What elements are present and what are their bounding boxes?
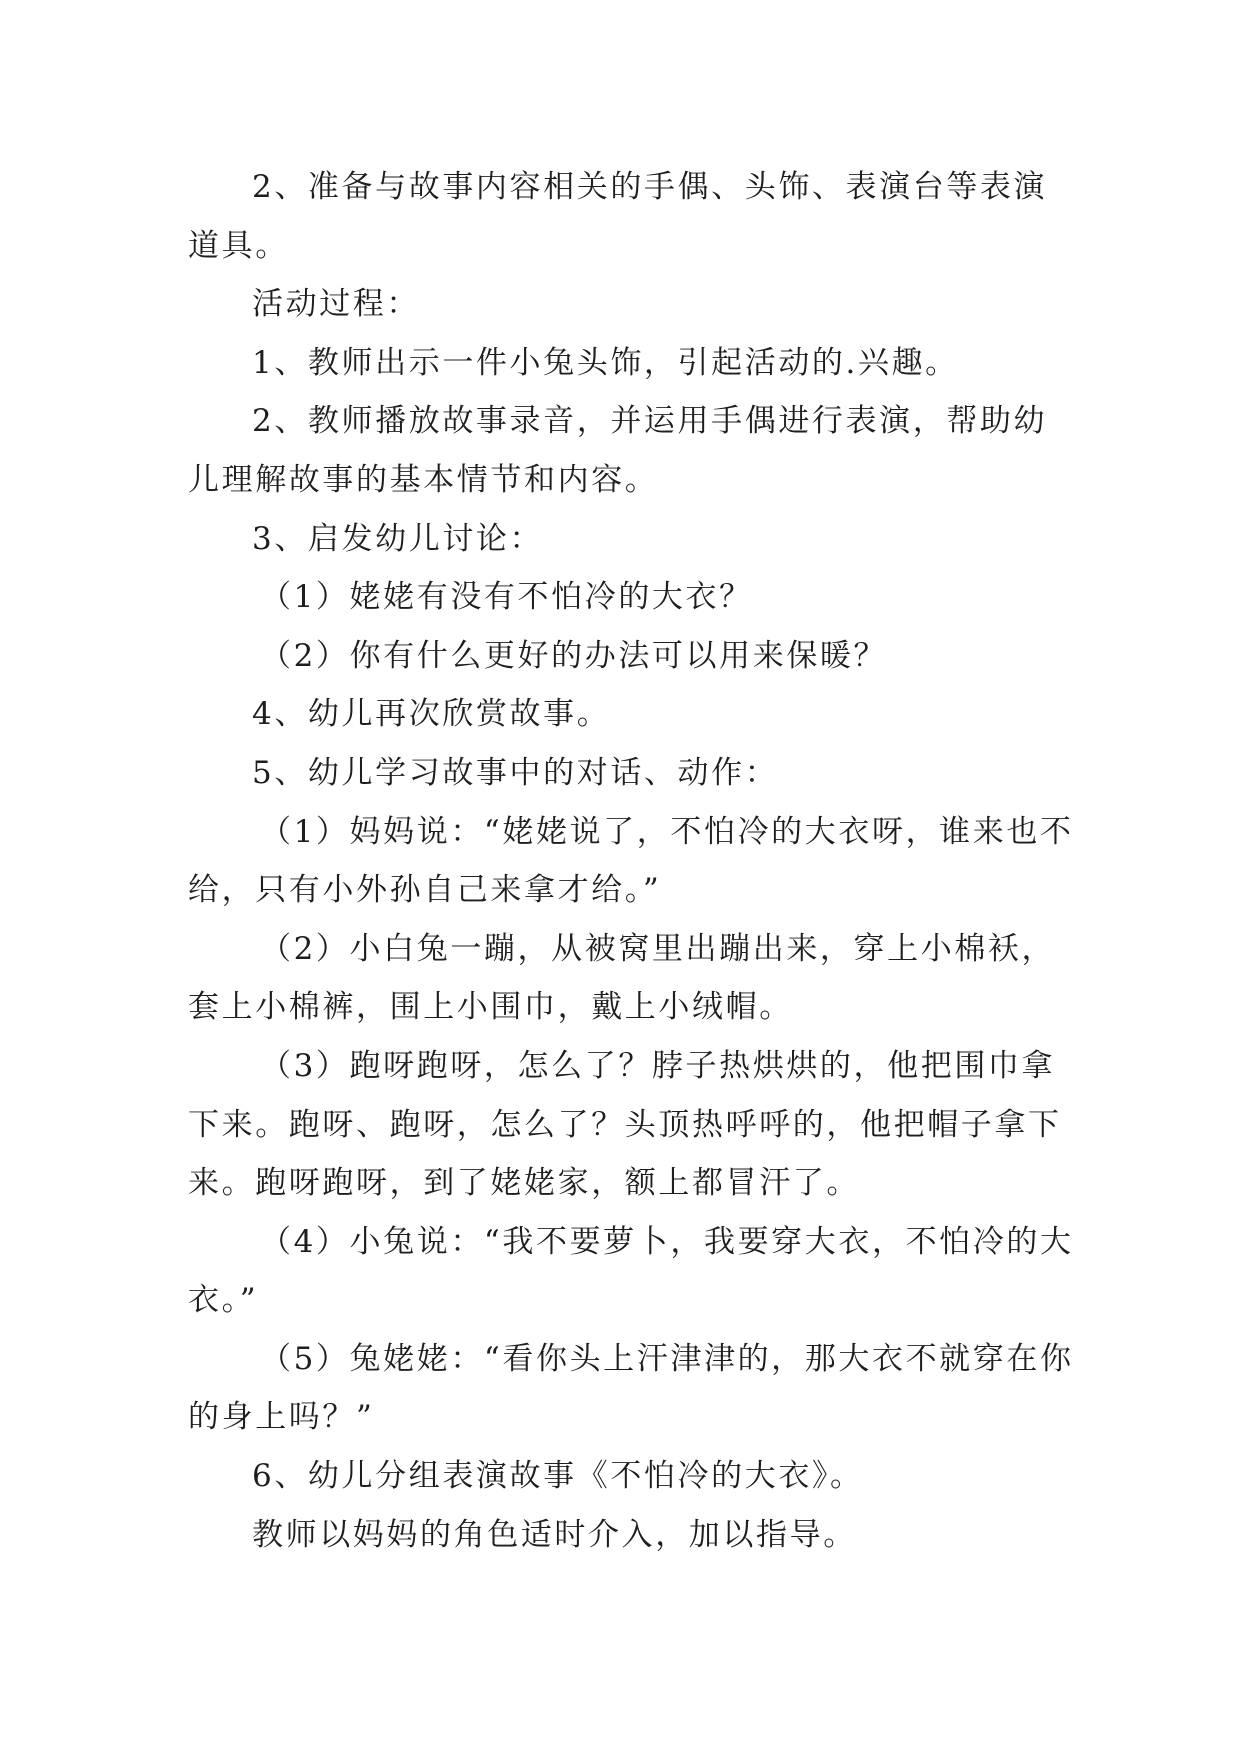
paragraph-line: 6、幼儿分组表演故事《不怕冷的大衣》。 [252, 1458, 864, 1495]
sub-item-line: （1）妈妈说：“姥姥说了，不怕冷的大衣呀，谁来也不 [260, 813, 1074, 850]
paragraph-line: 儿理解故事的基本情节和内容。 [188, 461, 659, 498]
sub-item-line: （4）小兔说：“我不要萝卜，我要穿大衣，不怕冷的大 [260, 1223, 1074, 1260]
paragraph-line: 2、教师播放故事录音，并运用手偶进行表演，帮助幼 [252, 403, 1048, 440]
paragraph-line: 的身上吗？” [188, 1399, 375, 1436]
paragraph-line: 来。跑呀跑呀，到了姥姥家，额上都冒汗了。 [188, 1165, 860, 1202]
sub-item-line: （2）你有什么更好的办法可以用来保暖？ [260, 637, 888, 674]
section-heading: 活动过程： [252, 286, 420, 323]
paragraph-line: 2、准备与故事内容相关的手偶、头饰、表演台等表演 [252, 169, 1048, 205]
paragraph-line: 教师以妈妈的角色适时介入，加以指导。 [252, 1516, 857, 1553]
paragraph-line: 给，只有小外孙自己来拿才给。” [188, 872, 662, 909]
sub-item-line: （2）小白兔一蹦，从被窝里出蹦出来，穿上小棉袄， [260, 930, 1056, 967]
paragraph-line: 衣。” [188, 1282, 259, 1319]
document-body [188, 158, 1074, 1564]
paragraph-line: 1、教师出示一件小兔头饰，引起活动的.兴趣。 [252, 344, 959, 381]
paragraph-line: 道具。 [188, 227, 289, 264]
sub-item-line: （3）跑呀跑呀，怎么了？脖子热烘烘的，他把围巾拿 [260, 1047, 1056, 1084]
sub-item-line: （5）兔姥姥：“看你头上汗津津的，那大衣不就穿在你 [260, 1340, 1074, 1377]
paragraph-line: 下来。跑呀、跑呀，怎么了？头顶热呼呼的，他把帽子拿下 [188, 1106, 1062, 1143]
paragraph-line: 3、启发幼儿讨论： [252, 520, 544, 557]
paragraph-line: 套上小棉裤，围上小围巾，戴上小绒帽。 [188, 989, 793, 1026]
paragraph-line: 5、幼儿学习故事中的对话、动作： [252, 754, 779, 791]
paragraph-line: 4、幼儿再次欣赏故事。 [252, 696, 611, 733]
sub-item-line: （1）姥姥有没有不怕冷的大衣？ [260, 579, 753, 616]
